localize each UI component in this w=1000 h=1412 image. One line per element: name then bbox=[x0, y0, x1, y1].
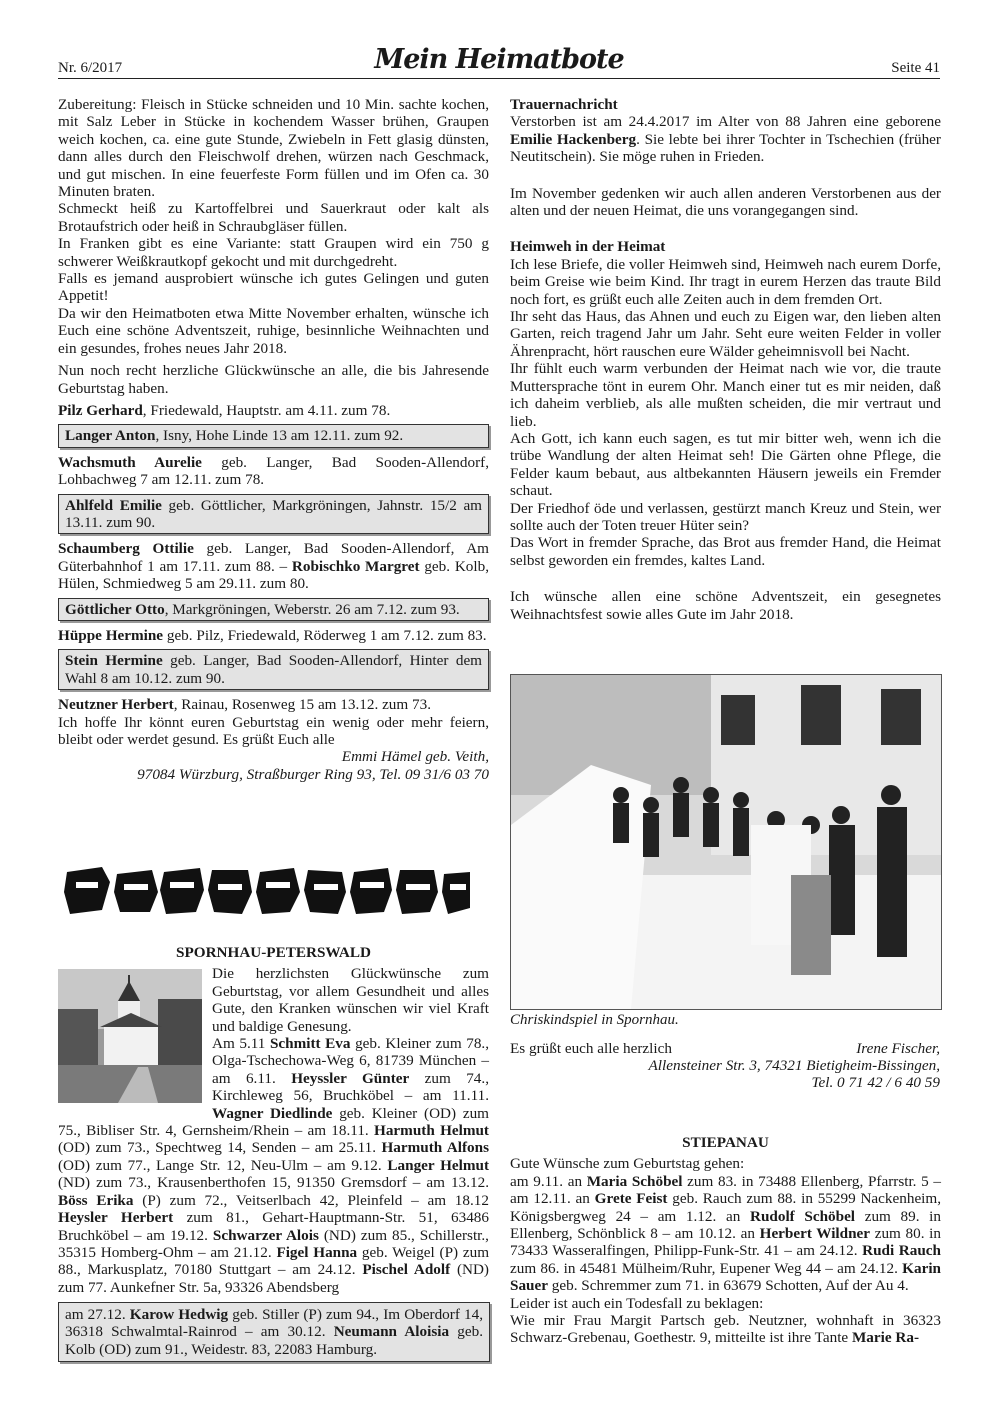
birthday-intro: Nun noch recht herzliche Glückwünsche an alle, die bis Jahresende Geburtstag haben. bbox=[58, 362, 489, 397]
church-photo bbox=[58, 969, 202, 1103]
closing-text: Ich hoffe Ihr könnt euren Geburtstag ein wenig oder mehr feiern, bleibt oder werdet gesund. Es grüßt Euch alle bbox=[58, 713, 489, 748]
poem-stanza: Das Wort in fremder Sprache, das Brot aus fremder Hand, die Heimat selbst geworden ein fremdes, kaltes Land. bbox=[510, 534, 941, 569]
newspaper-logo: Mein Heimatbote bbox=[374, 44, 624, 75]
issue-number: Nr. 6/2017 bbox=[58, 60, 123, 76]
stiepanau-section bbox=[510, 1134, 941, 1347]
photo-caption: Chriskindspiel in Spornhau. bbox=[510, 1012, 679, 1028]
poem-stanza: Ach Gott, ich kann euch sagen, es tut mir bitter weh, wenn ich die trübe Wandlung der alten Heimat seh! Die Gärten ohne Pflege, die Felder kaum bebaut, aus altbekannten Häusern jeweils ein Fremder schaut. bbox=[510, 429, 941, 500]
poem-stanza: Ihr seht das Haus, das Ahnen und euch zu Eigen war, den lieben alten Garten, reich tragend Jahr um Jahr. Seht eure weiten Felder in voller Ährenpracht, hört rauschen eure Wälder geheimnisvoll bei Nacht. bbox=[510, 308, 941, 360]
poem-stanza: Ich lese Briefe, die voller Heimweh sind, Heimweh nach eurem Dorfe, beim Greise wie beim Kind. Ihr tragt in eurem Herzen das traute Bild noch fort, es grüßt euch alle Zeiten auch in dem fremden Ort. bbox=[510, 255, 941, 308]
birthday-box: Stein Hermine geb. Langer, Bad Sooden-Allendorf, Hinter dem Wahl 8 am 10.12. zum 90. bbox=[58, 649, 489, 690]
birthday-entry: Hüppe Hermine geb. Pilz, Friedewald, Röderweg 1 am 7.12. zum 83. bbox=[58, 626, 487, 644]
birthday-entry: Pilz Gerhard, Friedewald, Hauptstr. am 4.11. zum 78. bbox=[58, 401, 391, 419]
spornhau-section: SPORNHAU-PETERSWALD Die herzlichsten Glückwünsche zum Geburtstag, vor allem Gesundheit und alles Gute, den Kranken wünschen wir viel Kraft und baldige Genesung. Am 5.11 Schmitt Eva geb. Kleiner zum 78., Olga-Tschechowa-Weg 6, 81739 München – am 6.11. Heyssler Günter zum 74., Kirchleweg 56, Bruchköbel – am 11.11. Wagner Diedlinde geb. Kleiner (OD) zum 75., Bibliser Str. 4, Gernsheim/Rhein – am 18.11. Harmuth Helmut (OD) zum 73., Spechtweg 14, Senden – am 25.11. Harmuth Alfons (OD) zum 77., Lange Str. 12, Neu-Ulm – am 9.12. Langer Helmut (ND) zum 73., Krausenberthofen 15, 91350 Gremsdorf – am 13.12. Böss Erika (P) zum 72., Veitserlbach 42, Pleinfeld – am 18.12 Heysler Herbert zum 81., Gehart-Hauptmann-Str. 51, 63486 Bruchköbel – am 19.12. Schwarzer Alois (ND) zum 85., Schillerstr., 35315 Homberg-Ohm – am 21.12. Figel Hanna geb. Weigel (P) zum 88., Markusplatz, 70180 Stuttgart – am 24.12. Pischel Adolf (ND) zum 77. Aunkefner Str. 5a, 93326 Abendsberg bbox=[58, 944, 490, 1296]
recipe-wish: Falls es jemand ausprobiert wünsche ich gutes Gelingen und guten Appetit! bbox=[58, 270, 489, 305]
poem-stanza: Der Friedhof öde und verlassen, gestürzt manch Kreuz und Stein, wer sollte auch der Toten treuer Hüter sein? bbox=[510, 499, 941, 534]
christkindspiel-photo bbox=[510, 674, 942, 1010]
recipe-serving: Schmeckt heiß zu Kartoffelbrei und Sauerkraut oder kalt als Brotaufstrich oder heiß in Schraubgläser füllen. bbox=[58, 200, 489, 235]
section-heading: STIEPANAU bbox=[682, 1134, 769, 1151]
recipe-variant: In Franken gibt es eine Variante: statt Graupen wird ein 750 g schwerer Weißkrautkopf gekocht und mit durchgedreht. bbox=[58, 235, 489, 270]
greeting-address: Allensteiner Str. 3, 74321 Bietigheim-Bissingen, bbox=[648, 1057, 940, 1074]
greeting-text: Es grüßt euch alle herzlich bbox=[510, 1040, 672, 1057]
birthday-entry: Schaumberg Ottilie geb. Langer, Bad Sooden-Allendorf, Am Güterbahnhof 1 am 17.11. zum 88. – Robischko Margret geb. Kolb, Hülen, Schmiedweg 5 am 29.11. zum 80. bbox=[58, 540, 489, 593]
stiepanau-birthdays: am 9.11. an Maria Schöbel zum 83. in 73488 Ellenberg, Pfarrstr. 5 – am 12.11. an Grete Feist geb. Rauch zum 88. in 55299 Nackenheim, Königsbergweg 24 – am 1.12. an Rudolf Schöbel zum 89. in Ellenberg, Schönblick 8 – am 10.12. an Herbert Wildner zum 80. in 73433 Wasseralfingen, Philipp-Funk-Str. 41 – am 24.12. Rudi Rauch zum 86. in 45481 Mülheim/Ruhr, Eupener Weg 44 – am 24.12. Karin Sauer geb. Schremmer zum 71. in 63679 Schotten, Auf der Au 4. bbox=[510, 1172, 942, 1295]
birthday-box: Ahlfeld Emilie geb. Göttlicher, Markgröningen, Jahnstr. 15/2 am 13.11. zum 90. bbox=[58, 494, 489, 535]
poem-stanza: Ihr fühlt euch warm verbunden der Heimat nach wie vor, die traute Muttersprache tönt in eurem Ohr. Manch einer tut es mir neiden, daß ich daheim verblieb, als alle mußten scheiden, die mir vertraut und lieb. bbox=[510, 360, 941, 430]
greeting-block bbox=[510, 1040, 940, 1092]
greeting-phone: Tel. 0 71 42 / 6 40 59 bbox=[811, 1074, 940, 1092]
remembrance-text: Im November gedenken wir auch allen anderen Verstorbenen aus der alten und der neuen Heimat, die uns vorangegangen sind. bbox=[510, 184, 941, 220]
bells-ornament bbox=[62, 862, 472, 920]
page-header bbox=[58, 38, 940, 79]
stiepanau-death-text: Wie mir Frau Margit Partsch geb. Neutzner, wohnhaft in 36323 Schwarz-Grebenau, Goethestr. 9, mitteilte ist ihre Tante Marie Ra- bbox=[510, 1312, 941, 1347]
stiepanau-intro: Gute Wünsche zum Geburtstag gehen: bbox=[510, 1155, 745, 1173]
obituary-text: Verstorben ist am 24.4.2017 im Alter von 88 Jahren eine geborene Emilie Hackenberg. Sie lebte bei ihrer Tochter in Tschechien (früher Neutitschein). Sie möge ruhen in Frieden. bbox=[510, 113, 941, 166]
page-number: Seite 41 bbox=[891, 60, 940, 76]
signature-name: Emmi Hämel geb. Veith, bbox=[341, 748, 489, 766]
birthday-entry: Wachsmuth Aurelie geb. Langer, Bad Sooden-Allendorf, Lohbachweg 7 am 12.11. zum 78. bbox=[58, 453, 490, 489]
signature-address: 97084 Würzburg, Straßburger Ring 93, Tel. 09 31/6 03 70 bbox=[137, 765, 489, 783]
birthday-box: Langer Anton, Isny, Hohe Linde 13 am 12.11. zum 92. bbox=[58, 424, 489, 447]
birthday-entry: Neutzner Herbert, Rainau, Rosenweg 15 am 13.12. zum 73. bbox=[58, 696, 431, 714]
left-column bbox=[58, 96, 489, 783]
stiepanau-death-notice: Leider ist auch ein Todesfall zu beklagen: bbox=[510, 1294, 764, 1312]
right-column bbox=[510, 96, 941, 628]
obituary-heading: Trauernachricht bbox=[510, 96, 618, 113]
advent-wish: Da wir den Heimatboten etwa Mitte November erhalten, wünsche ich Euch eine schöne Adventszeit, ruhige, besinnliche Weihnachten und ein gesundes, frohes neues Jahr 2018. bbox=[58, 304, 489, 357]
advent-greeting: Ich wünsche allen eine schöne Adventszeit, ein gesegnetes Weihnachtsfest sowie alles Gute im Jahr 2018. bbox=[510, 588, 941, 623]
section-heading: SPORNHAU-PETERSWALD bbox=[176, 944, 371, 961]
poem-heading: Heimweh in der Heimat bbox=[510, 238, 666, 256]
birthday-box: Göttlicher Otto, Markgröningen, Weberstr. 26 am 7.12. zum 93. bbox=[58, 598, 489, 621]
recipe-text: Zubereitung: Fleisch in Stücke schneiden und 10 Min. sachte kochen, mit Salz Leber in Stücke in kochendem Wasser brühen, Graupen weich kochen, ca. eine gute Stunde, Zwiebeln in Fett glasig dünsten, dann alles durch den Fleischwolf drehen, würzen nach Geschmack, und gut mischen. In eine feuerfeste Form füllen und im Ofen ca. 30 Minuten braten. bbox=[58, 96, 489, 201]
greeting-name: Irene Fischer, bbox=[856, 1040, 940, 1057]
spornhau-box: am 27.12. Karow Hedwig geb. Stiller (P) zum 94., Im Oberdorf 14, 36318 Schwalmtal-Rainrod – am 30.12. Neumann Aloisia geb. Kolb (OD) zum 91., Weidestr. 83, 22083 Hamburg. bbox=[58, 1302, 490, 1362]
